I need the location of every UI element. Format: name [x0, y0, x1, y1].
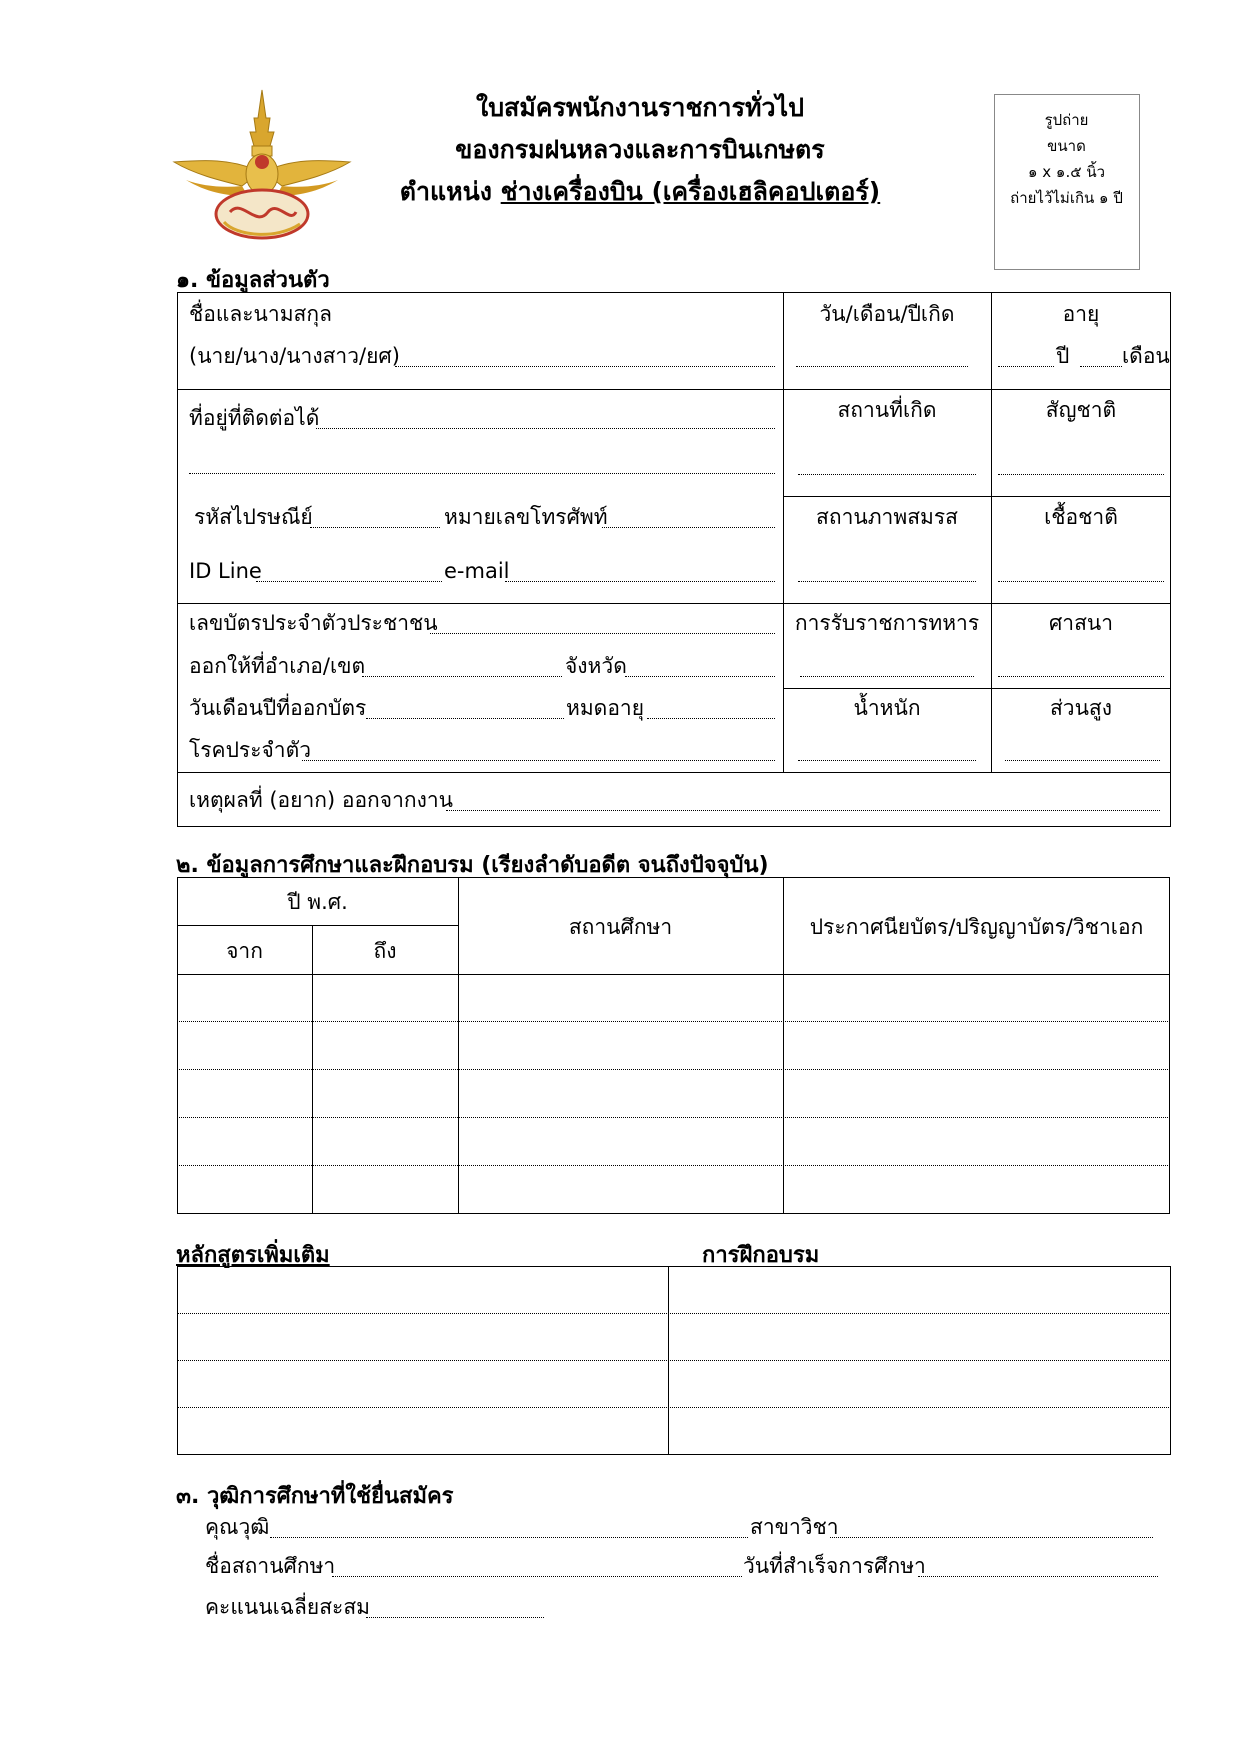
- courses-heading: หลักสูตรเพิ่มเติม: [176, 1243, 330, 1268]
- name-field[interactable]: [395, 366, 775, 367]
- position-prefix: ตำแหน่ง: [399, 177, 492, 206]
- nationality-label: สัญชาติ: [1045, 398, 1117, 422]
- name-label: ชื่อและนามสกุล: [189, 302, 332, 326]
- form-title-line1: ใบสมัครพนักงานราชการทั่วไป: [475, 93, 804, 122]
- issued-district-label: ออกให้ที่อำเภอ/เขต: [189, 654, 366, 678]
- birthplace-field[interactable]: [798, 474, 976, 475]
- religion-field[interactable]: [998, 676, 1164, 677]
- issue-date-label: วันเดือนปีที่ออกบัตร: [189, 696, 367, 720]
- section3-heading: ๓. วุฒิการศึกษาที่ใช้ยื่นสมัคร: [176, 1484, 454, 1509]
- age-year-label: ปี: [1056, 344, 1070, 368]
- expiry-label: หมดอายุ: [566, 696, 645, 720]
- school-name-field[interactable]: [332, 1576, 742, 1577]
- idcard-field[interactable]: [430, 633, 775, 634]
- marital-label: สถานภาพสมรส: [816, 505, 958, 529]
- address-field-line1[interactable]: [316, 428, 775, 429]
- military-label: การรับราชการทหาร: [794, 611, 980, 635]
- expiry-field[interactable]: [647, 718, 775, 719]
- address-field-line2[interactable]: [189, 473, 775, 474]
- race-label: เชื้อชาติ: [1044, 505, 1118, 529]
- gpa-field[interactable]: [366, 1617, 544, 1618]
- age-label: อายุ: [1062, 302, 1100, 326]
- email-field[interactable]: [505, 581, 775, 582]
- cert-header: ประกาศนียบัตร/ปริญญาบัตร/วิชาเอก: [809, 915, 1144, 939]
- issue-date-field[interactable]: [366, 718, 564, 719]
- age-month-label: เดือน: [1122, 344, 1170, 368]
- disease-field[interactable]: [302, 760, 775, 761]
- phone-label: หมายเลขโทรศัพท์: [444, 505, 608, 529]
- position-name: ช่างเครื่องบิน (เครื่องเฮลิคอปเตอร์): [500, 177, 881, 206]
- idcard-label: เลขบัตรประจำตัวประชาชน: [189, 611, 438, 635]
- grad-date-field[interactable]: [918, 1576, 1158, 1577]
- religion-label: ศาสนา: [1048, 611, 1114, 635]
- postcode-field[interactable]: [310, 527, 440, 528]
- nationality-field[interactable]: [998, 474, 1164, 475]
- degree-label: คุณวุฒิ: [205, 1515, 270, 1539]
- photo-box-line4: ถ่ายไว้ไม่เกิน ๑ ปี: [1010, 189, 1123, 207]
- province-field[interactable]: [625, 676, 775, 677]
- emblem-logo: [172, 88, 352, 248]
- birthplace-label: สถานที่เกิด: [837, 398, 937, 422]
- postcode-label: รหัสไปรษณีย์: [194, 505, 313, 529]
- height-label: ส่วนสูง: [1049, 696, 1113, 720]
- grad-date-label: วันที่สำเร็จการศึกษา: [743, 1554, 926, 1578]
- dob-field[interactable]: [796, 366, 968, 367]
- weight-field[interactable]: [798, 760, 976, 761]
- height-field[interactable]: [1005, 760, 1160, 761]
- degree-field[interactable]: [270, 1537, 748, 1538]
- school-name-label: ชื่อสถานศึกษา: [205, 1554, 336, 1578]
- photo-box: [994, 94, 1140, 270]
- weight-label: น้ำหนัก: [853, 696, 921, 720]
- section1-heading: ๑. ข้อมูลส่วนตัว: [176, 268, 330, 293]
- photo-box-line3: ๑ x ๑.๕ นิ้ว: [1027, 163, 1106, 181]
- major-field[interactable]: [830, 1537, 1153, 1538]
- dob-label: วัน/เดือน/ปีเกิด: [819, 302, 955, 326]
- reason-field[interactable]: [446, 810, 1160, 811]
- school-header: สถานศึกษา: [568, 915, 673, 939]
- address-label: ที่อยู่ที่ติดต่อได้: [189, 406, 320, 430]
- form-title-line3: [380, 172, 900, 212]
- race-field[interactable]: [998, 581, 1164, 582]
- phone-field[interactable]: [602, 527, 775, 528]
- province-label: จังหวัด: [565, 654, 627, 678]
- disease-label: โรคประจำตัว: [189, 738, 312, 762]
- training-heading: การฝึกอบรม: [702, 1243, 820, 1268]
- military-field[interactable]: [800, 676, 974, 677]
- email-label: e-mail: [444, 559, 510, 583]
- year-header: ปี พ.ศ.: [287, 890, 348, 914]
- to-header: ถึง: [373, 939, 397, 963]
- major-label: สาขาวิชา: [750, 1515, 839, 1539]
- reason-label: เหตุผลที่ (อยาก) ออกจากงาน: [189, 788, 453, 812]
- line-id-field[interactable]: [256, 581, 442, 582]
- section2-heading: ๒. ข้อมูลการศึกษาและฝึกอบรม (เรียงลำดับอดีต จนถึงปัจจุบัน): [176, 853, 769, 878]
- form-title-line2: ของกรมฝนหลวงและการบินเกษตร: [455, 135, 825, 164]
- photo-box-line1: รูปถ่าย: [1044, 111, 1089, 129]
- photo-box-line2: ขนาด: [1047, 137, 1086, 155]
- gpa-label: คะแนนเฉลี่ยสะสม: [205, 1595, 370, 1619]
- issued-district-field[interactable]: [362, 676, 562, 677]
- age-year-field[interactable]: [998, 366, 1054, 367]
- line-id-label: ID Line: [189, 559, 262, 583]
- marital-field[interactable]: [798, 581, 976, 582]
- age-month-field[interactable]: [1080, 366, 1122, 367]
- from-header: จาก: [226, 939, 263, 963]
- title-prefix-label: (นาย/นาง/นางสาว/ยศ): [189, 344, 400, 368]
